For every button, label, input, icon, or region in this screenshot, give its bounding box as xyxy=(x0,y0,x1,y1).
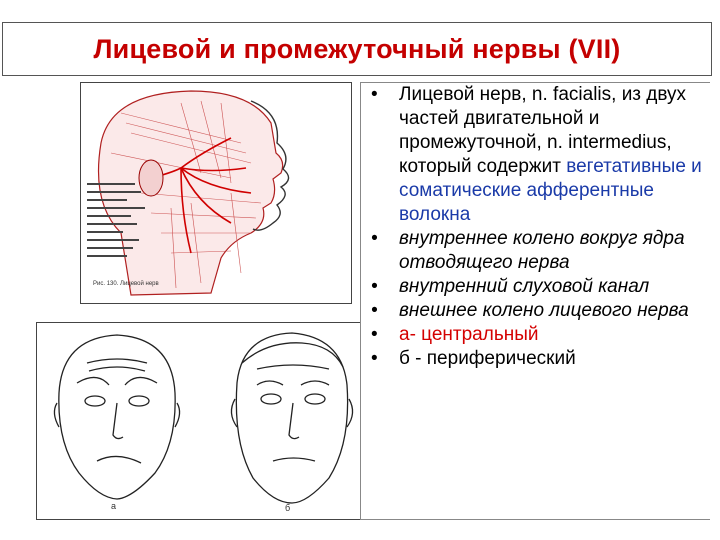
bullet-text: внутреннее колено вокруг ядра отводящего нерва xyxy=(399,228,685,273)
bullet-text: внешнее колено лицевого нерва xyxy=(399,300,689,321)
bullet-text: б - периферический xyxy=(399,348,576,369)
facial-nerve-anatomy-figure xyxy=(80,82,352,304)
bullet-text-highlight: вегетативные и соматические афферентные волокна xyxy=(399,156,702,225)
bullet-marker: • xyxy=(371,84,378,105)
bullet-marker: • xyxy=(371,228,378,249)
bullet-marker: • xyxy=(371,324,378,345)
text-column xyxy=(360,82,710,520)
bullet-item-5 xyxy=(365,323,705,347)
anatomy-illustration xyxy=(81,83,352,304)
bullet-text: Лицевой нерв, n. facialis, из двух частей двигательной и промежуточной, n. intermedius, который содержит xyxy=(399,84,687,177)
bullet-item-6 xyxy=(365,347,705,371)
bullet-list xyxy=(365,83,705,371)
faces-illustration xyxy=(37,323,362,520)
bullet-marker: • xyxy=(371,300,378,321)
bullet-item-1 xyxy=(365,83,705,227)
figure-caption: Рис. 130. Лицевой нерв xyxy=(93,281,159,287)
bullet-item-4 xyxy=(365,299,705,323)
title-box xyxy=(2,22,712,76)
bullet-marker: • xyxy=(371,348,378,369)
bullet-text: внутренний слуховой канал xyxy=(399,276,650,297)
face-label-a: а xyxy=(111,501,117,511)
bullet-item-2 xyxy=(365,227,705,275)
bullet-text: а- центральный xyxy=(399,324,539,345)
facial-palsy-faces-figure xyxy=(36,322,362,520)
bullet-item-3 xyxy=(365,275,705,299)
slide-title: Лицевой и промежуточный нервы (VII) xyxy=(93,33,621,64)
bullet-marker: • xyxy=(371,276,378,297)
face-label-b: б xyxy=(285,503,291,513)
